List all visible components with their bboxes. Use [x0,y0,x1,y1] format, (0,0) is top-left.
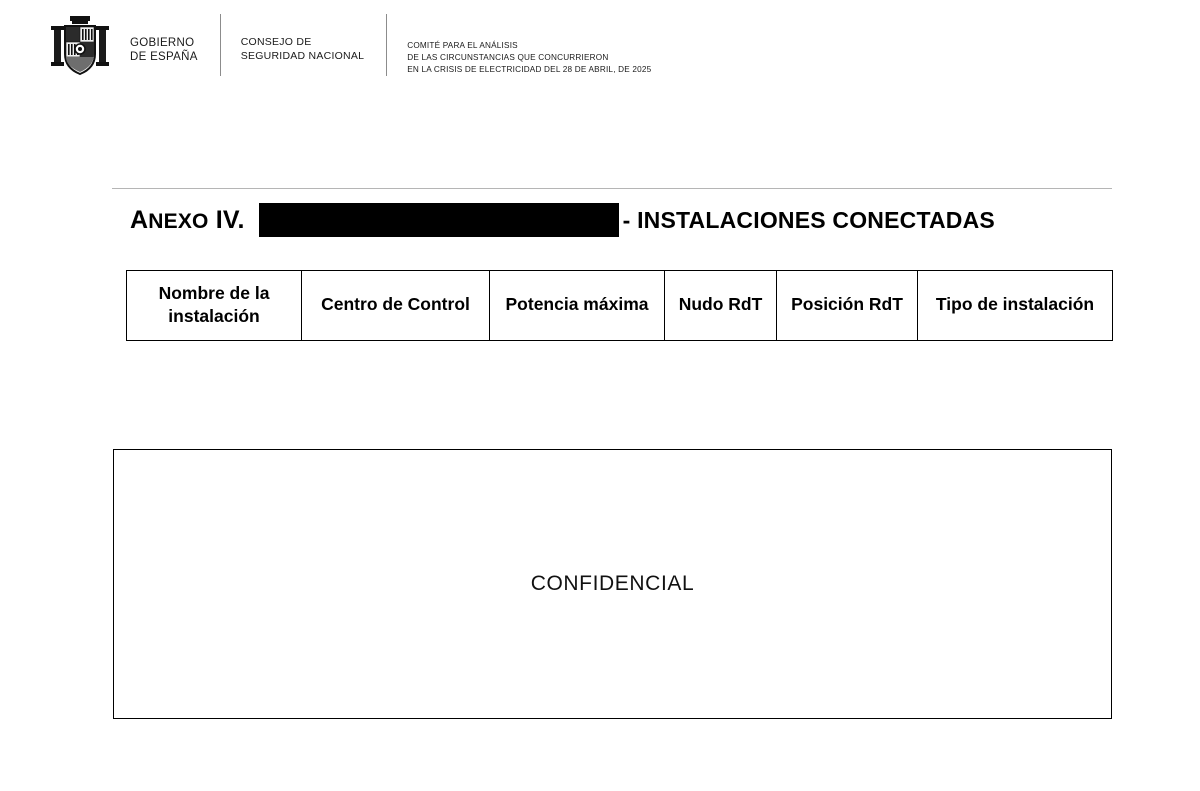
annex-label-initial: A [130,205,149,234]
committee-wordmark [407,40,651,76]
table-header-cell: Posición RdT [777,271,918,341]
committee-line-1: COMITÉ PARA EL ANÁLISIS [407,41,518,50]
page-title [130,203,1112,237]
government-line-1: GOBIERNO [130,37,195,49]
annex-label [130,206,245,235]
title-divider [112,188,1112,189]
council-line-1: CONSEJO DE [240,36,312,48]
table-header-row [127,271,1113,341]
table-header-cell: Tipo de instalación [918,271,1113,341]
annex-number: IV. [208,205,245,234]
confidential-label: CONFIDENCIAL [530,572,695,595]
table-header-cell: Centro de Control [302,271,490,341]
government-wordmark [130,36,198,65]
header-divider-2 [386,14,387,76]
committee-line-2: DE LAS CIRCUNSTANCIAS QUE CONCURRIERON [407,52,609,62]
redacted-block [259,203,619,237]
installations-table [126,270,1113,341]
table-header-cell: Nudo RdT [665,271,777,341]
table-header-cell: Potencia máxima [490,271,665,341]
annex-label-rest: NEXO [148,209,209,233]
confidential-content-box [113,449,1112,719]
government-line-2: DE ESPAÑA [130,51,198,64]
spain-coat-of-arms-icon [48,14,112,80]
table-header-cell: Nombre de la instalación [127,271,302,341]
council-wordmark [241,36,365,63]
document-header [40,14,1160,92]
header-divider-1 [220,14,221,76]
council-line-2: SEGURIDAD NACIONAL [240,49,365,62]
committee-line-3: EN LA CRISIS DE ELECTRICIDAD DEL 28 DE ABRIL, DE 2025 [407,64,652,74]
title-suffix: - INSTALACIONES CONECTADAS [622,206,995,233]
